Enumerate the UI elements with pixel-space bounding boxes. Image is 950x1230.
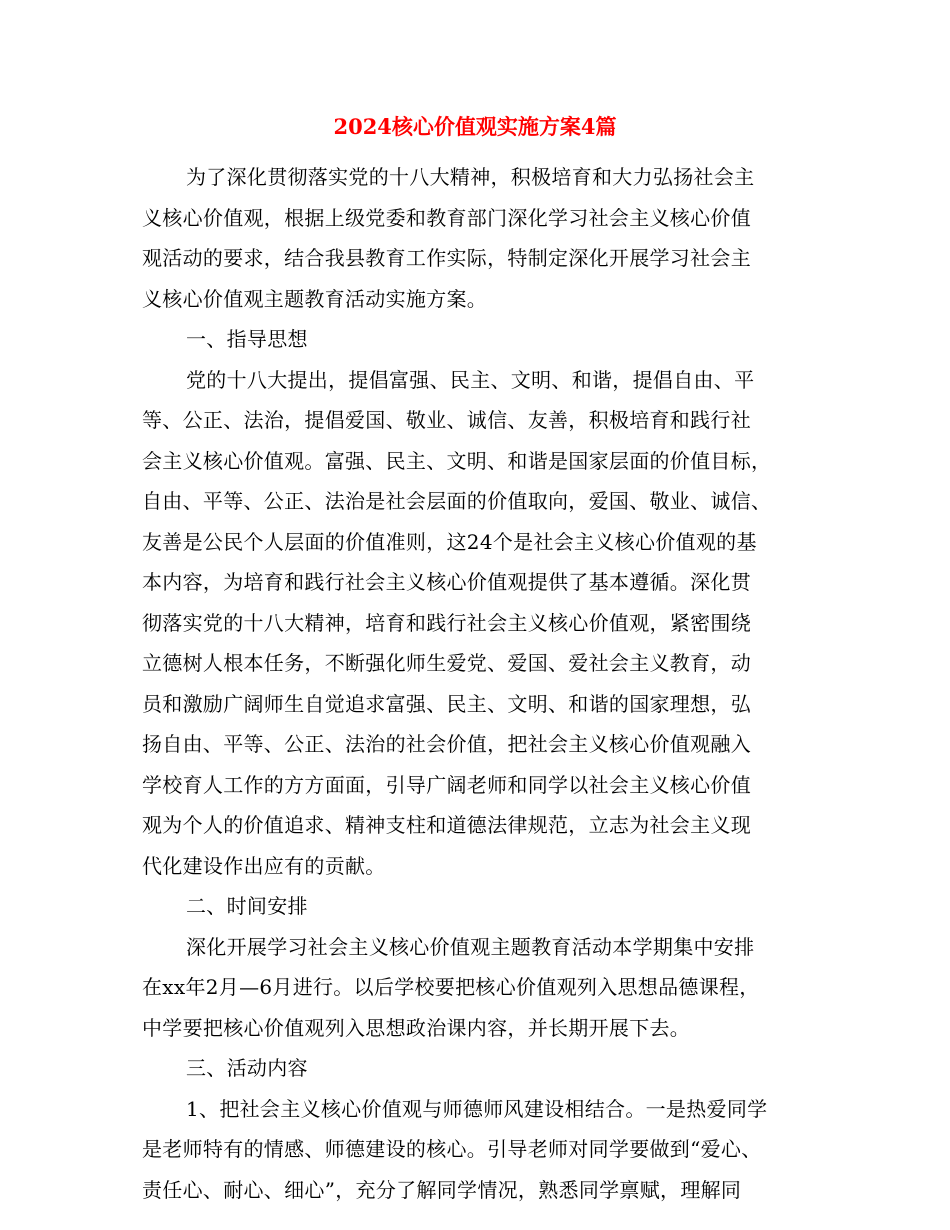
paragraph-line: 在xx年2月—6月进行。以后学校要把核心价值观列入思想品德课程，: [142, 975, 760, 999]
paragraph-line: 等、公正、法治，提倡爱国、敬业、诚信、友善，积极培育和践行社: [142, 408, 751, 432]
paragraph-line: 党的十八大提出，提倡富强、民主、文明、和谐，提倡自由、平: [186, 368, 755, 392]
paragraph-line: 扬自由、平等、公正、法治的社会价值，把社会主义核心价值观融入: [142, 732, 751, 756]
paragraph-line: 自由、平等、公正、法治是社会层面的价值取向，爱国、敬业、诚信、: [142, 489, 772, 513]
paragraph-line: 学校育人工作的方方面面，引导广阔老师和同学以社会主义核心价值: [142, 773, 751, 797]
paragraph-line: 彻落实党的十八大精神，培育和践行社会主义核心价值观，紧密围绕: [142, 611, 751, 635]
paragraph-line: 观活动的要求，结合我县教育工作实际，特制定深化开展学习社会主: [142, 246, 751, 270]
paragraph-line: 1、把社会主义核心价值观与师德师风建设相结合。一是热爱同学: [186, 1097, 768, 1121]
paragraph-line: 义核心价值观主题教育活动实施方案。: [142, 287, 488, 311]
paragraph-line: 立德树人根本任务，不断强化师生爱党、爱国、爱社会主义教育，动: [142, 651, 751, 675]
document-title: 2024核心价值观实施方案4篇: [333, 114, 617, 139]
paragraph-line: 友善是公民个人层面的价值准则，这24个是社会主义核心价值观的基: [142, 530, 757, 554]
paragraph-line: 是老师特有的情感、师德建设的核心。引导老师对同学要做到“爱心、: [142, 1137, 762, 1161]
paragraph-line: 中学要把核心价值观列入思想政治课内容，并长期开展下去。: [142, 1016, 691, 1040]
paragraph-line: 本内容，为培育和践行社会主义核心价值观提供了基本遵循。深化贯: [142, 570, 751, 594]
paragraph-line: 责任心、耐心、细心”，充分了解同学情况，熟悉同学禀赋，理解同: [142, 1178, 742, 1202]
paragraph-line: 代化建设作出应有的贡献。: [142, 854, 386, 878]
paragraph-line: 员和激励广阔师生自觉追求富强、民主、文明、和谐的国家理想，弘: [142, 692, 751, 716]
paragraph-line: 会主义核心价值观。富强、民主、文明、和谐是国家层面的价值目标，: [142, 449, 772, 473]
section-heading: 一、指导思想: [186, 327, 308, 351]
paragraph-line: 义核心价值观，根据上级党委和教育部门深化学习社会主义核心价值: [142, 206, 751, 230]
section-heading: 二、时间安排: [186, 894, 308, 918]
paragraph-line: 为了深化贯彻落实党的十八大精神，积极培育和大力弘扬社会主: [186, 165, 755, 189]
paragraph-line: 观为个人的价值追求、精神支柱和道德法律规范，立志为社会主义现: [142, 813, 751, 837]
paragraph-line: 深化开展学习社会主义核心价值观主题教育活动本学期集中安排: [186, 935, 755, 959]
section-heading: 三、活动内容: [186, 1056, 308, 1080]
